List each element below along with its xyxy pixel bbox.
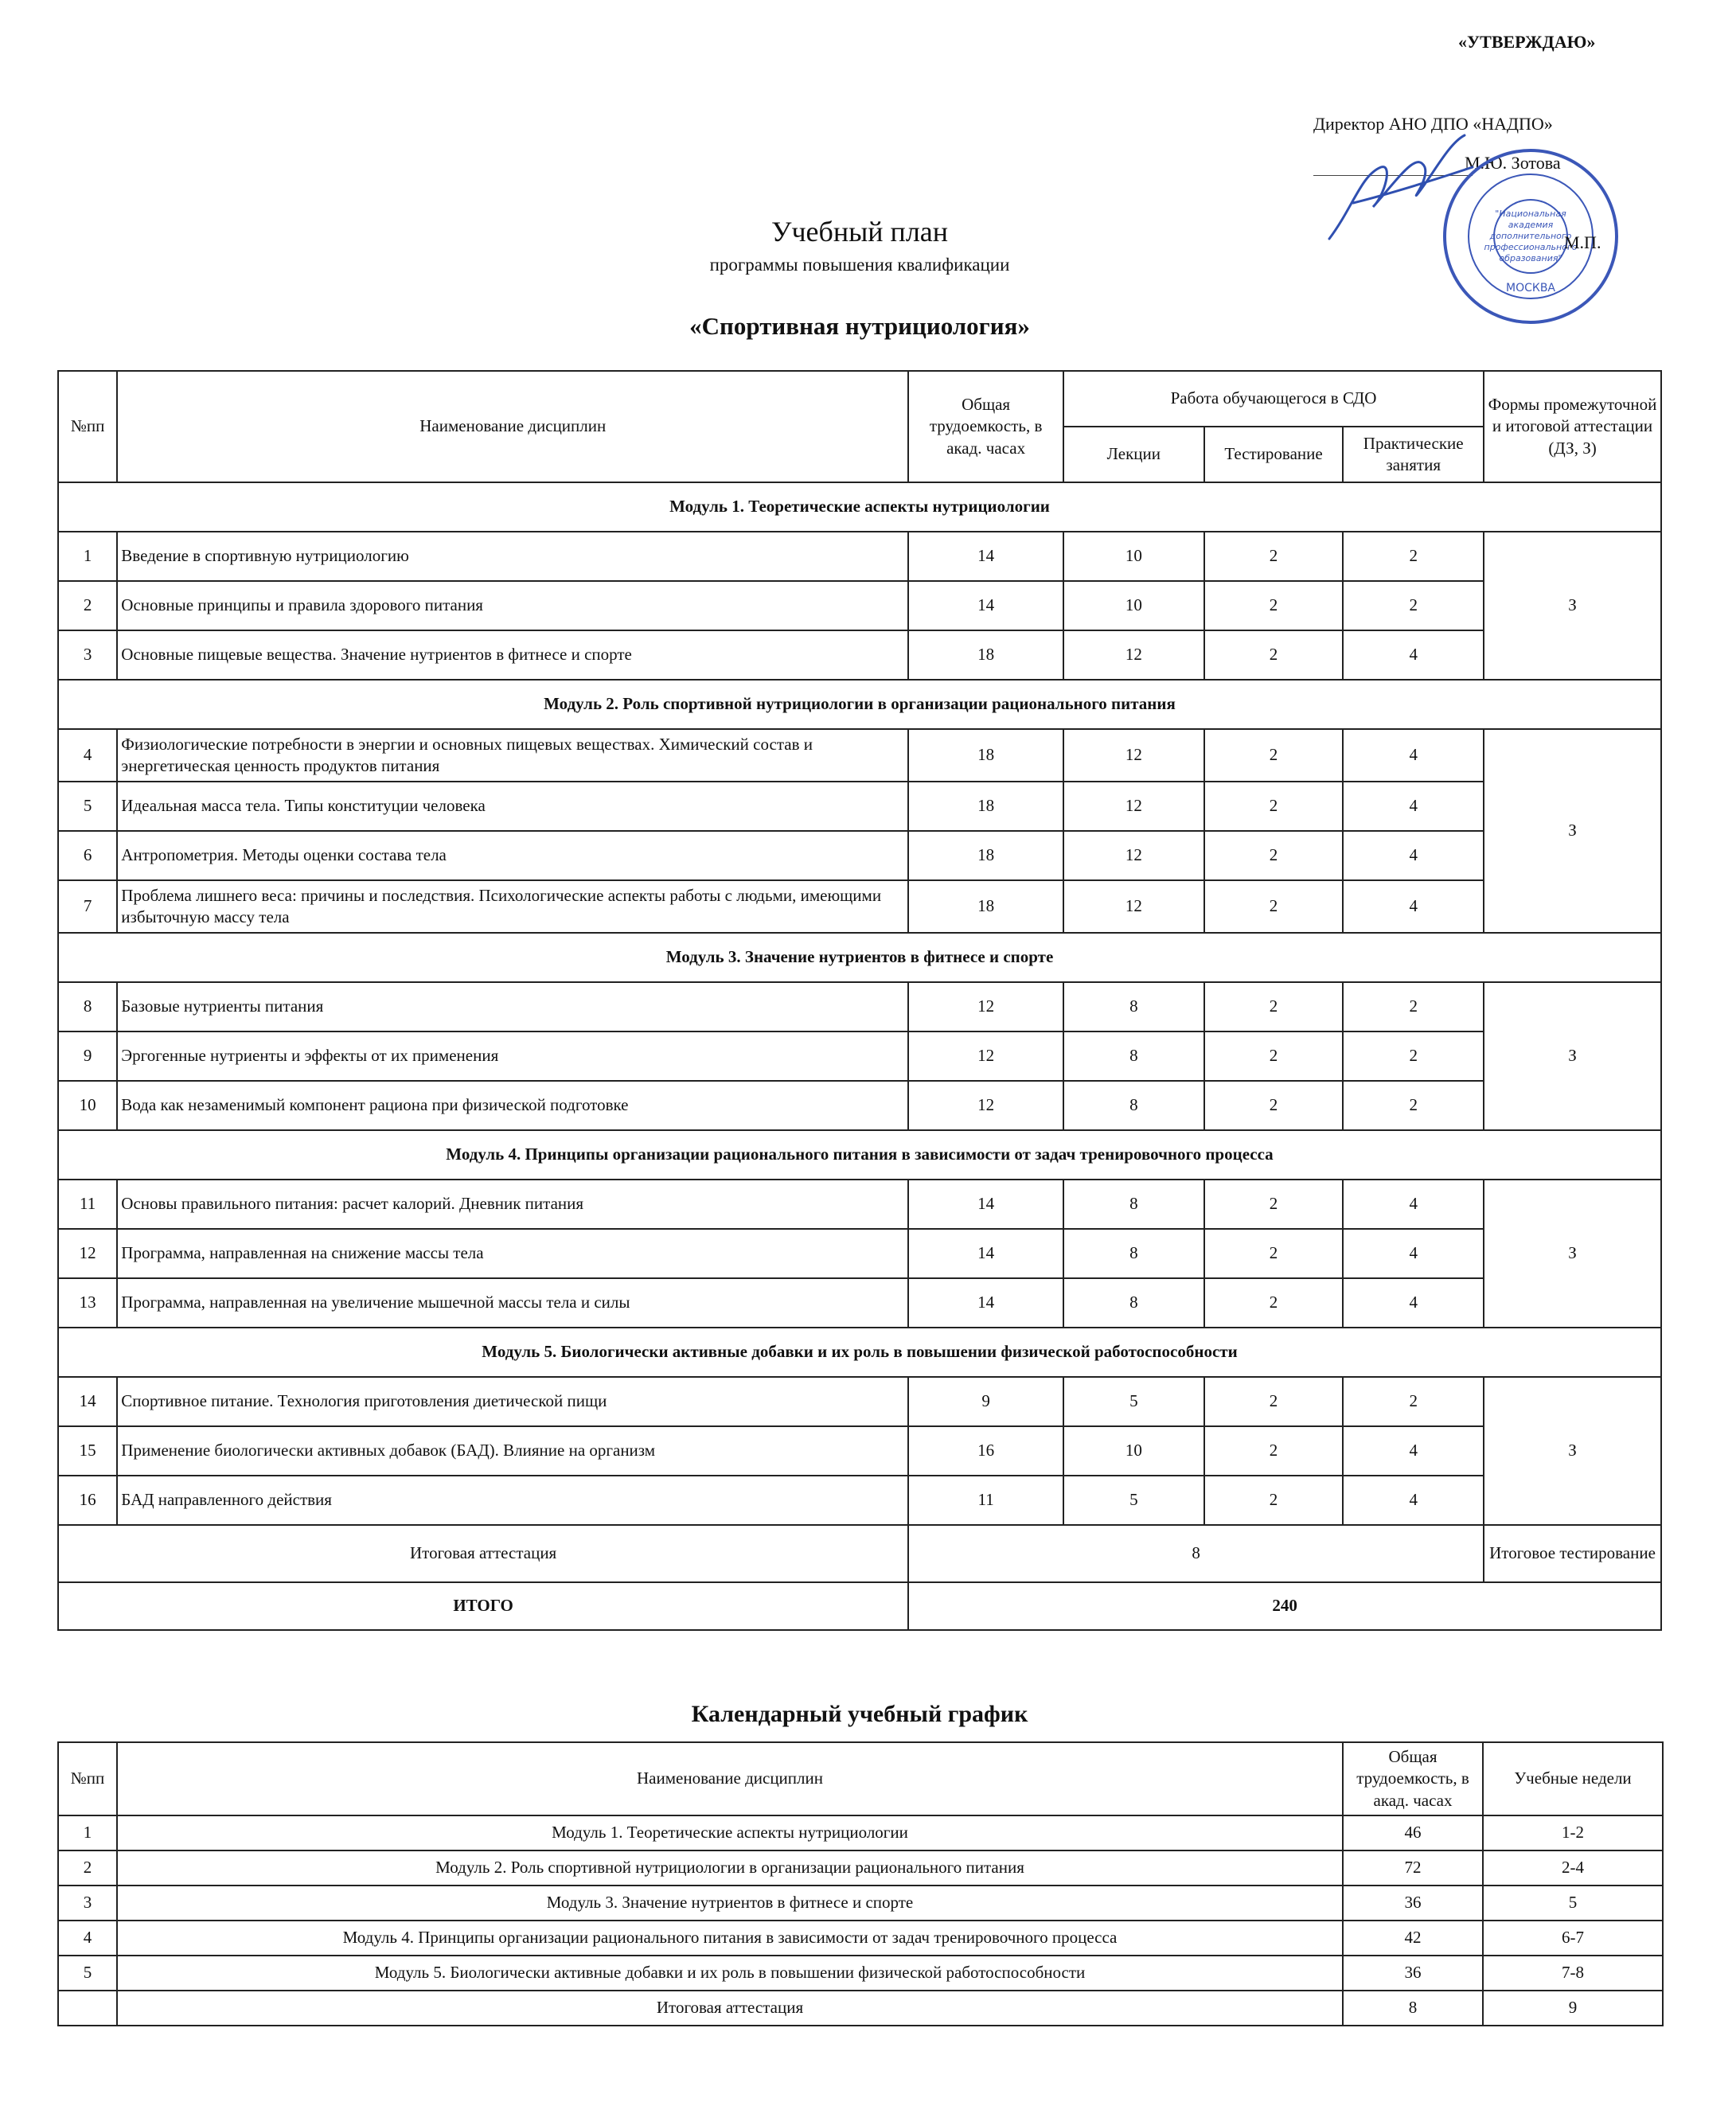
- final-label: Итоговая аттестация: [58, 1525, 908, 1582]
- practice-hours: 4: [1343, 630, 1484, 680]
- total-row: [58, 1582, 1661, 1630]
- study-weeks: 9: [1483, 1991, 1663, 2026]
- lecture-hours: 12: [1063, 729, 1204, 782]
- module-name: Модуль 4. Принципы организации рационального питания в зависимости от задач тренировочного процесса: [117, 1921, 1343, 1956]
- row-number: 11: [58, 1180, 117, 1229]
- approval-label: «УТВЕРЖДАЮ»: [1458, 32, 1596, 52]
- discipline-name: Основы правильного питания: расчет калорий. Дневник питания: [117, 1180, 908, 1229]
- practice-hours: 2: [1343, 1081, 1484, 1130]
- total-hours: 14: [908, 1278, 1063, 1328]
- lecture-hours: 12: [1063, 630, 1204, 680]
- header-name: Наименование дисциплин: [117, 371, 908, 482]
- module-title: Модуль 4. Принципы организации рационального питания в зависимости от задач тренировочного процесса: [58, 1130, 1661, 1180]
- total-hours: 8: [1343, 1991, 1483, 2026]
- svg-text:МОСКВА: МОСКВА: [1506, 282, 1555, 294]
- total-hours: 16: [908, 1426, 1063, 1476]
- attestation-form: З: [1484, 1377, 1661, 1525]
- row-number: 7: [58, 880, 117, 933]
- calendar-title: Календарный учебный график: [691, 1701, 1028, 1727]
- row-number: 8: [58, 982, 117, 1032]
- table-row: [58, 1081, 1661, 1130]
- practice-hours: 2: [1343, 982, 1484, 1032]
- row-number: 4: [58, 729, 117, 782]
- row-number: 12: [58, 1229, 117, 1278]
- svg-text:дополнительного: дополнительного: [1489, 231, 1572, 241]
- calendar-table: [57, 1741, 1664, 2026]
- discipline-name: Программа, направленная на увеличение мышечной массы тела и силы: [117, 1278, 908, 1328]
- svg-text:академия: академия: [1508, 220, 1554, 230]
- row-number: 1: [58, 1815, 117, 1850]
- table-row: [58, 581, 1661, 630]
- table-row: [58, 1426, 1661, 1476]
- row-number: 2: [58, 581, 117, 630]
- table-row: [58, 982, 1661, 1032]
- attestation-form: З: [1484, 1180, 1661, 1328]
- header-num: №пп: [58, 371, 117, 482]
- seal-place-label: М.П.: [1564, 232, 1601, 252]
- attestation-form: З: [1484, 729, 1661, 933]
- table-row: [58, 630, 1661, 680]
- total-hours: 12: [908, 1032, 1063, 1081]
- total-hours: 18: [908, 729, 1063, 782]
- header-name: Наименование дисциплин: [117, 1742, 1343, 1815]
- table-row: [58, 1956, 1663, 1991]
- table-row: [58, 1278, 1661, 1328]
- module-title: Модуль 5. Биологически активные добавки и их роль в повышении физической работоспособности: [58, 1328, 1661, 1377]
- row-number: 3: [58, 630, 117, 680]
- discipline-name: Базовые нутриенты питания: [117, 982, 908, 1032]
- curriculum-table: [57, 370, 1662, 1631]
- header-practice: Практические занятия: [1343, 427, 1484, 482]
- header-row: [58, 1742, 1663, 1815]
- test-hours: 2: [1204, 532, 1344, 581]
- lecture-hours: 10: [1063, 532, 1204, 581]
- total-hours: 18: [908, 831, 1063, 880]
- discipline-name: Применение биологически активных добавок (БАД). Влияние на организм: [117, 1426, 908, 1476]
- svg-text:профессионального: профессионального: [1484, 242, 1578, 252]
- discipline-name: Спортивное питание. Технология приготовления диетической пищи: [117, 1377, 908, 1426]
- module-name: Модуль 2. Роль спортивной нутрициологии в организации рационального питания: [117, 1850, 1343, 1886]
- document-subtitle: программы повышения квалификации: [709, 255, 1010, 275]
- lecture-hours: 8: [1063, 1229, 1204, 1278]
- total-hours: 36: [1343, 1886, 1483, 1921]
- total-hours: 14: [908, 1180, 1063, 1229]
- lecture-hours: 12: [1063, 782, 1204, 831]
- program-name: «Спортивная нутрициология»: [689, 312, 1030, 340]
- test-hours: 2: [1204, 1476, 1344, 1525]
- row-number: 5: [58, 1956, 117, 1991]
- module-name: Модуль 3. Значение нутриентов в фитнесе и спорте: [117, 1886, 1343, 1921]
- table-row: [58, 1476, 1661, 1525]
- attestation-form: З: [1484, 982, 1661, 1130]
- total-hours: 14: [908, 1229, 1063, 1278]
- header-weeks: Учебные недели: [1483, 1742, 1663, 1815]
- total-hours: 72: [1343, 1850, 1483, 1886]
- director-title: Директор АНО ДПО «НАДПО»: [1313, 114, 1553, 134]
- row-number: 2: [58, 1850, 117, 1886]
- module-row: [58, 1130, 1661, 1180]
- test-hours: 2: [1204, 782, 1344, 831]
- module-name: Итоговая аттестация: [117, 1991, 1343, 2026]
- practice-hours: 4: [1343, 782, 1484, 831]
- discipline-name: Введение в спортивную нутрициологию: [117, 532, 908, 581]
- row-number: 1: [58, 532, 117, 581]
- svg-text:"Национальная: "Национальная: [1495, 209, 1566, 219]
- lecture-hours: 8: [1063, 1081, 1204, 1130]
- table-row: [58, 782, 1661, 831]
- module-row: [58, 1328, 1661, 1377]
- table-row: [58, 1180, 1661, 1229]
- row-number: [58, 1991, 117, 2026]
- test-hours: 2: [1204, 581, 1344, 630]
- total-hours: 12: [908, 982, 1063, 1032]
- study-weeks: 7-8: [1483, 1956, 1663, 1991]
- final-attestation-row: [58, 1525, 1661, 1582]
- header-forms: Формы промежуточной и итоговой аттестации (ДЗ, З): [1484, 371, 1661, 482]
- lecture-hours: 10: [1063, 1426, 1204, 1476]
- row-number: 10: [58, 1081, 117, 1130]
- total-hours: 9: [908, 1377, 1063, 1426]
- test-hours: 2: [1204, 1377, 1344, 1426]
- total-hours: 11: [908, 1476, 1063, 1525]
- lecture-hours: 8: [1063, 1180, 1204, 1229]
- study-weeks: 6-7: [1483, 1921, 1663, 1956]
- study-weeks: 2-4: [1483, 1850, 1663, 1886]
- practice-hours: 2: [1343, 532, 1484, 581]
- row-number: 13: [58, 1278, 117, 1328]
- header-tests: Тестирование: [1204, 427, 1344, 482]
- lecture-hours: 5: [1063, 1476, 1204, 1525]
- discipline-name: Основные пищевые вещества. Значение нутриентов в фитнесе и спорте: [117, 630, 908, 680]
- row-number: 4: [58, 1921, 117, 1956]
- practice-hours: 2: [1343, 1032, 1484, 1081]
- test-hours: 2: [1204, 982, 1344, 1032]
- lecture-hours: 10: [1063, 581, 1204, 630]
- discipline-name: Физиологические потребности в энергии и основных пищевых веществах. Химический состав и энергетическая ценность продуктов питания: [117, 729, 908, 782]
- total-label: ИТОГО: [58, 1582, 908, 1630]
- document-title: Учебный план: [770, 216, 949, 248]
- discipline-name: Вода как незаменимый компонент рациона при физической подготовке: [117, 1081, 908, 1130]
- module-row: [58, 680, 1661, 729]
- lecture-hours: 5: [1063, 1377, 1204, 1426]
- header-row: [58, 371, 1661, 427]
- header-num: №пп: [58, 1742, 117, 1815]
- total-hours: 46: [1343, 1815, 1483, 1850]
- table-row: [58, 1886, 1663, 1921]
- total-hours: 14: [908, 532, 1063, 581]
- test-hours: 2: [1204, 1229, 1344, 1278]
- practice-hours: 4: [1343, 880, 1484, 933]
- final-hours: 8: [908, 1525, 1484, 1582]
- table-row: [58, 1377, 1661, 1426]
- table-row: [58, 1850, 1663, 1886]
- row-number: 16: [58, 1476, 117, 1525]
- practice-hours: 4: [1343, 831, 1484, 880]
- practice-hours: 4: [1343, 1180, 1484, 1229]
- module-name: Модуль 1. Теоретические аспекты нутрициологии: [117, 1815, 1343, 1850]
- module-name: Модуль 5. Биологически активные добавки и их роль в повышении физической работоспособности: [117, 1956, 1343, 1991]
- row-number: 3: [58, 1886, 117, 1921]
- practice-hours: 4: [1343, 729, 1484, 782]
- lecture-hours: 8: [1063, 1278, 1204, 1328]
- test-hours: 2: [1204, 729, 1344, 782]
- module-title: Модуль 1. Теоретические аспекты нутрициологии: [58, 482, 1661, 532]
- discipline-name: Идеальная масса тела. Типы конституции человека: [117, 782, 908, 831]
- test-hours: 2: [1204, 1081, 1344, 1130]
- test-hours: 2: [1204, 831, 1344, 880]
- discipline-name: Основные принципы и правила здорового питания: [117, 581, 908, 630]
- table-row: [58, 1815, 1663, 1850]
- test-hours: 2: [1204, 1032, 1344, 1081]
- module-title: Модуль 3. Значение нутриентов в фитнесе и спорте: [58, 933, 1661, 982]
- header-total: Общая трудоемкость, в акад. часах: [1343, 1742, 1483, 1815]
- header-work: Работа обучающегося в СДО: [1063, 371, 1484, 427]
- table-row: [58, 1229, 1661, 1278]
- discipline-name: Проблема лишнего веса: причины и последствия. Психологические аспекты работы с людьми, имеющими избыточную массу тела: [117, 880, 908, 933]
- practice-hours: 4: [1343, 1278, 1484, 1328]
- table-row: [58, 831, 1661, 880]
- module-title: Модуль 2. Роль спортивной нутрициологии в организации рационального питания: [58, 680, 1661, 729]
- test-hours: 2: [1204, 1426, 1344, 1476]
- table-row: [58, 729, 1661, 782]
- total-hours: 18: [908, 880, 1063, 933]
- practice-hours: 2: [1343, 581, 1484, 630]
- practice-hours: 4: [1343, 1229, 1484, 1278]
- study-weeks: 1-2: [1483, 1815, 1663, 1850]
- practice-hours: 4: [1343, 1426, 1484, 1476]
- svg-text:образования": образования": [1499, 253, 1562, 263]
- row-number: 9: [58, 1032, 117, 1081]
- total-hours: 36: [1343, 1956, 1483, 1991]
- module-row: [58, 933, 1661, 982]
- lecture-hours: 12: [1063, 831, 1204, 880]
- test-hours: 2: [1204, 1180, 1344, 1229]
- row-number: 15: [58, 1426, 117, 1476]
- table-row: [58, 1921, 1663, 1956]
- total-hours: 42: [1343, 1921, 1483, 1956]
- discipline-name: Антропометрия. Методы оценки состава тела: [117, 831, 908, 880]
- row-number: 5: [58, 782, 117, 831]
- header-total: Общая трудоемкость, в акад. часах: [908, 371, 1063, 482]
- total-hours-sum: 240: [908, 1582, 1661, 1630]
- director-name: М.Ю. Зотова: [1465, 153, 1561, 173]
- table-row: [58, 1991, 1663, 2026]
- lecture-hours: 12: [1063, 880, 1204, 933]
- total-hours: 12: [908, 1081, 1063, 1130]
- table-row: [58, 880, 1661, 933]
- header-lectures: Лекции: [1063, 427, 1204, 482]
- practice-hours: 4: [1343, 1476, 1484, 1525]
- lecture-hours: 8: [1063, 982, 1204, 1032]
- discipline-name: Эргогенные нутриенты и эффекты от их применения: [117, 1032, 908, 1081]
- practice-hours: 2: [1343, 1377, 1484, 1426]
- table-row: [58, 1032, 1661, 1081]
- discipline-name: БАД направленного действия: [117, 1476, 908, 1525]
- test-hours: 2: [1204, 880, 1344, 933]
- discipline-name: Программа, направленная на снижение массы тела: [117, 1229, 908, 1278]
- row-number: 6: [58, 831, 117, 880]
- total-hours: 14: [908, 581, 1063, 630]
- total-hours: 18: [908, 782, 1063, 831]
- total-hours: 18: [908, 630, 1063, 680]
- attestation-form: З: [1484, 532, 1661, 680]
- final-form: Итоговое тестирование: [1484, 1525, 1661, 1582]
- row-number: 14: [58, 1377, 117, 1426]
- test-hours: 2: [1204, 1278, 1344, 1328]
- lecture-hours: 8: [1063, 1032, 1204, 1081]
- table-row: [58, 532, 1661, 581]
- module-row: [58, 482, 1661, 532]
- study-weeks: 5: [1483, 1886, 1663, 1921]
- test-hours: 2: [1204, 630, 1344, 680]
